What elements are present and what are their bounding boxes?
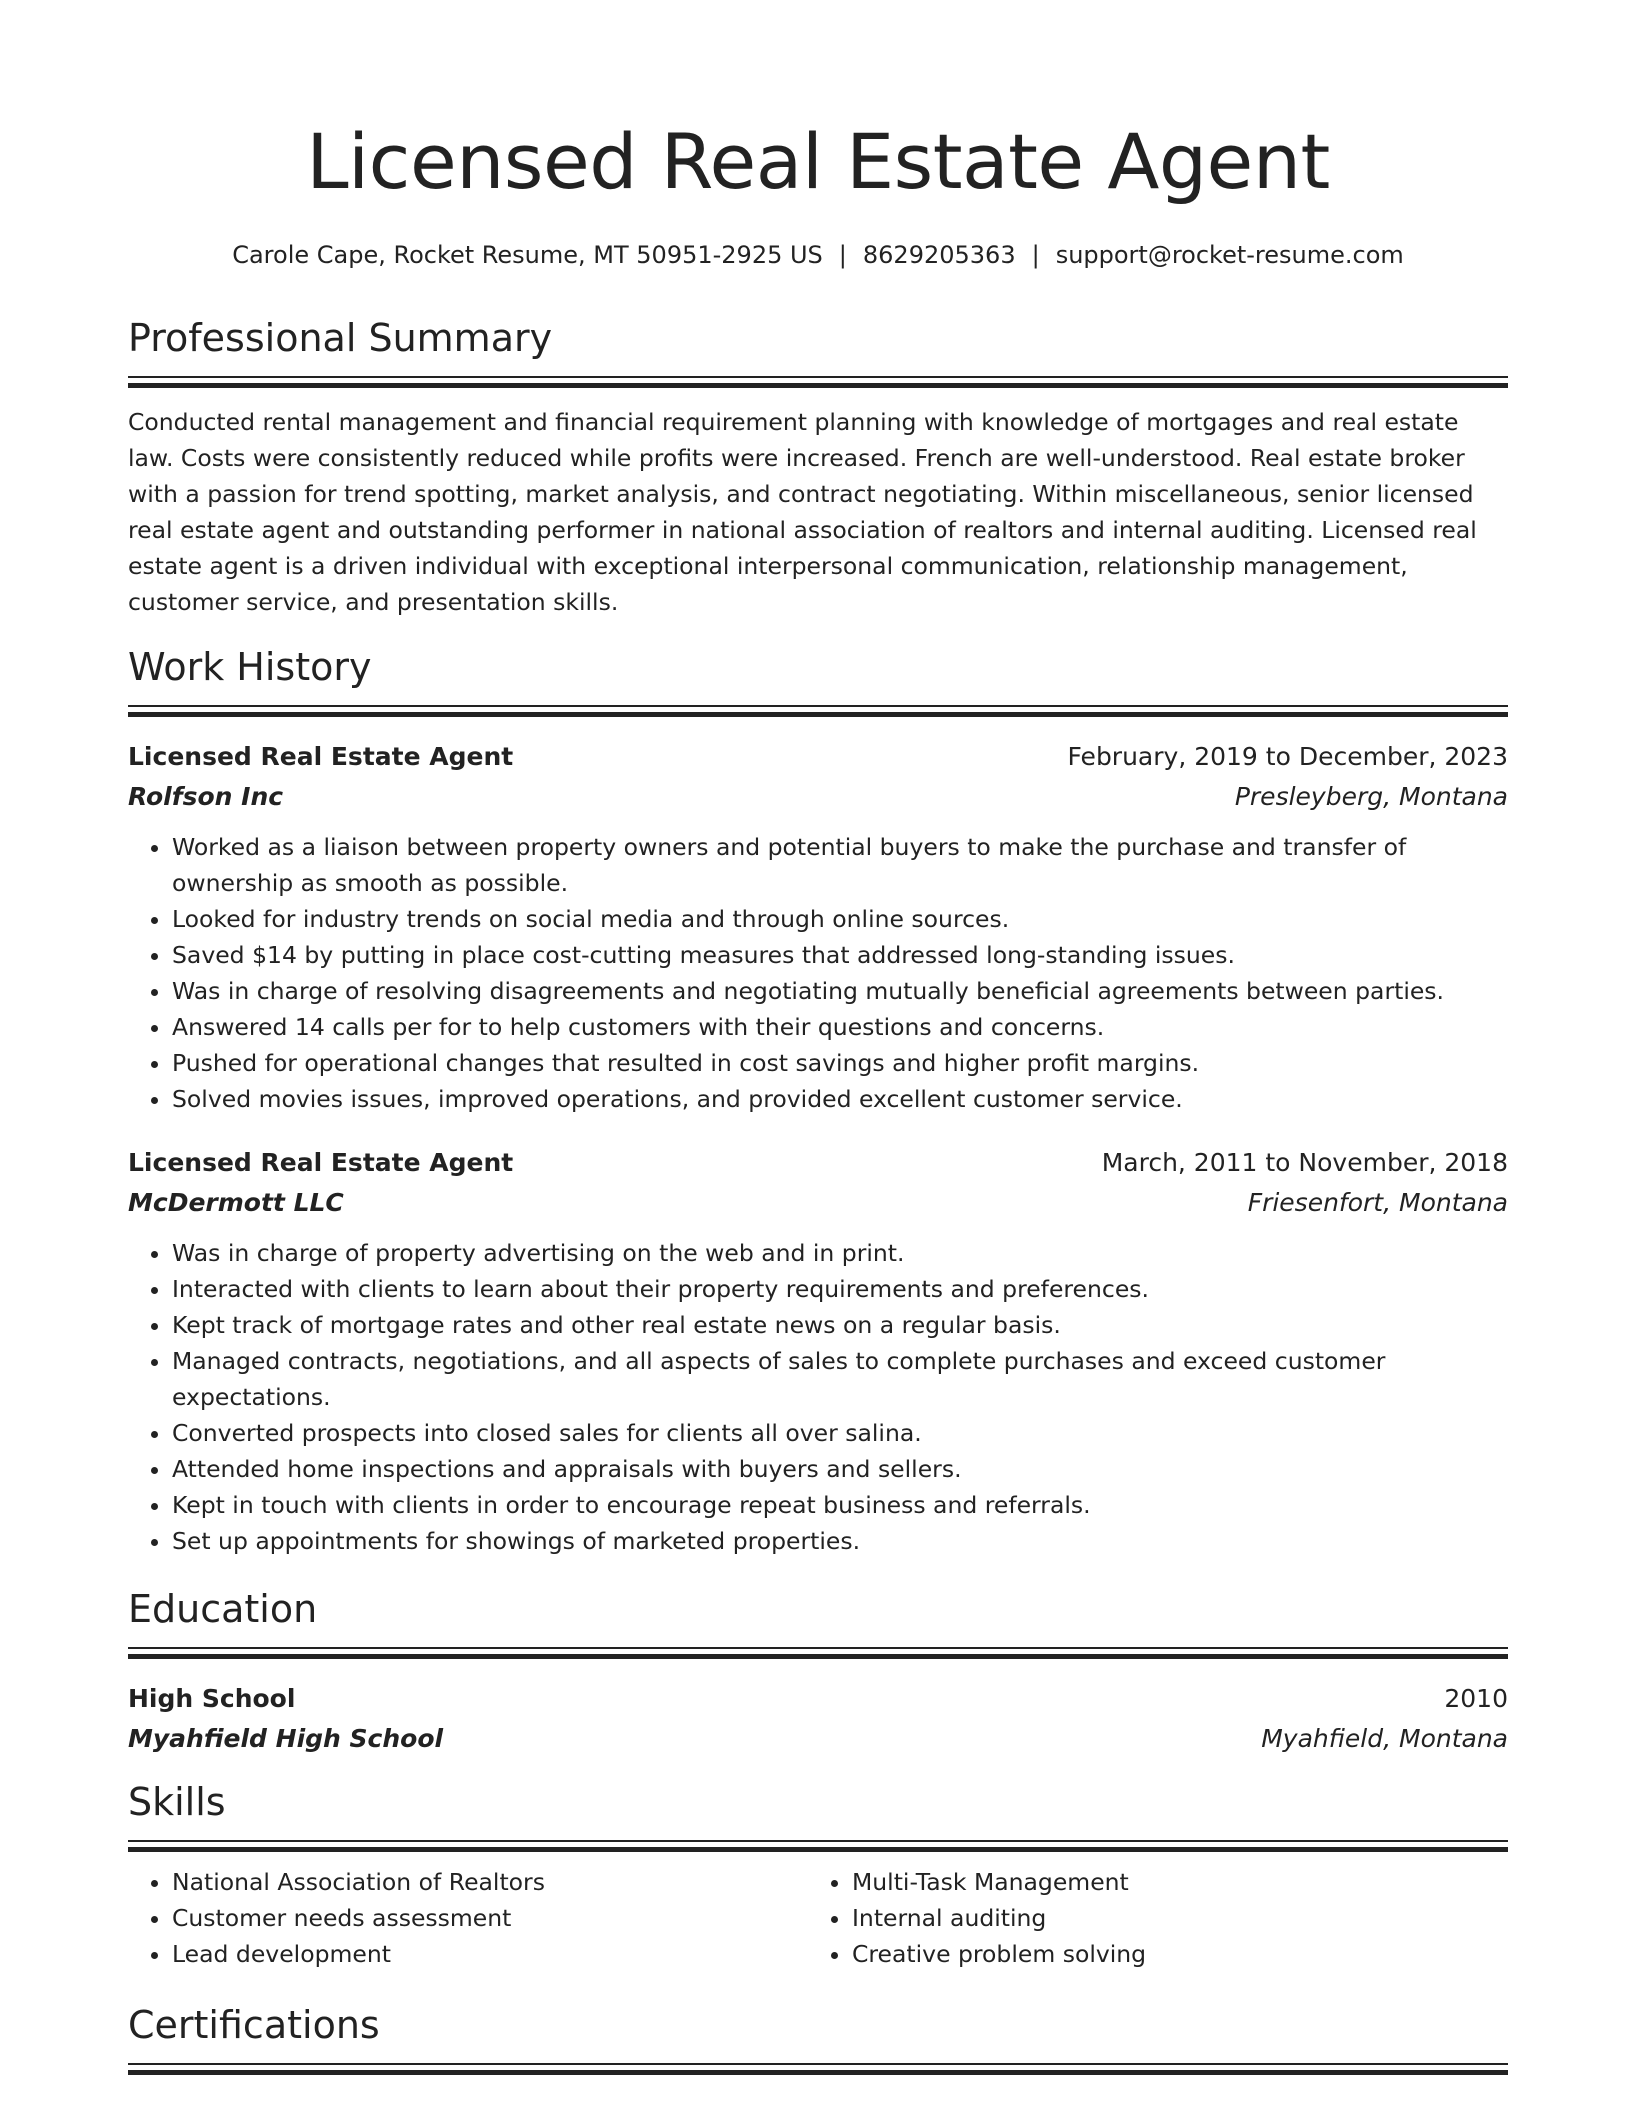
resume-name: Licensed Real Estate Agent [306, 117, 1330, 206]
section-divider [128, 376, 1508, 390]
job-header-row [128, 1143, 1508, 1183]
skill-item: • National Association of Realtors [172, 1864, 808, 1900]
job-bullet: • Answered 14 calls per for to help customers with their questions and concerns. [172, 1009, 1508, 1045]
section-divider [128, 1840, 1508, 1854]
job-company: McDermott LLC [128, 1187, 344, 1217]
job-bullet: • Attended home inspections and appraisals with buyers and sellers. [172, 1451, 1508, 1487]
job-bullet: • Solved movies issues, improved operations, and provided excellent customer service. [172, 1081, 1508, 1117]
contact-separator: | [1031, 241, 1040, 269]
job-bullet: • Kept in touch with clients in order to encourage repeat business and referrals. [172, 1487, 1508, 1523]
job-location: Presleyberg, Montana [1234, 781, 1508, 811]
section-title-work-history: Work History [128, 645, 372, 689]
job-company: Rolfson Inc [128, 781, 284, 811]
skills-section [128, 1780, 1508, 1972]
section-title-skills: Skills [128, 1780, 226, 1824]
certifications-section [128, 2003, 1508, 2077]
job-bullet: • Was in charge of property advertising on the web and in print. [172, 1235, 1508, 1271]
section-title-education: Education [128, 1587, 318, 1631]
contact-phone: 8629205363 [862, 241, 1016, 269]
skill-item: • Lead development [172, 1936, 808, 1972]
education-header-row [128, 1679, 1508, 1719]
education-subheader-row [128, 1719, 1508, 1759]
skills-right-column [808, 1864, 1488, 1972]
job-dates: February, 2019 to December, 2023 [1067, 741, 1508, 771]
job-title: Licensed Real Estate Agent [128, 1147, 514, 1177]
skill-item: • Creative problem solving [852, 1936, 1488, 1972]
section-divider [128, 705, 1508, 719]
job-bullet: • Worked as a liaison between property owners and potential buyers to make the purchase and transfer of ownership as smooth as possible. [172, 829, 1508, 901]
skill-item: • Customer needs assessment [172, 1900, 808, 1936]
job-bullet: • Interacted with clients to learn about their property requirements and preferences. [172, 1271, 1508, 1307]
education-section [128, 1587, 1508, 1759]
skills-columns [128, 1864, 1508, 1972]
contact-email: support@rocket-resume.com [1055, 241, 1404, 269]
section-divider [128, 2063, 1508, 2077]
education-school: Myahfield High School [128, 1723, 444, 1753]
job-bullet: • Converted prospects into closed sales for clients all over salina. [172, 1415, 1508, 1451]
job-subheader-row [128, 777, 1508, 817]
work-history-section [128, 645, 1508, 1559]
section-divider [128, 1647, 1508, 1661]
job-bullet: • Set up appointments for showings of marketed properties. [172, 1523, 1508, 1559]
education-location: Myahfield, Montana [1261, 1723, 1508, 1753]
job-subheader-row [128, 1183, 1508, 1223]
summary-section [128, 316, 1508, 620]
contact-separator: | [838, 241, 847, 269]
job-bullets [128, 1235, 1508, 1559]
skills-left-column [128, 1864, 808, 1972]
contact-line [128, 240, 1508, 271]
section-title-certifications: Certifications [128, 2003, 380, 2047]
education-degree: High School [128, 1683, 296, 1713]
summary-text: Conducted rental management and financial requirement planning with knowledge of mortgages and real estate law. Costs were consistently reduced while profits were increased. French are well-understood. Real estate broker with a passion for trend spotting, market analysis, and contract negotiating. Within miscellaneous, senior licensed real estate agent and outstanding performer in national association of realtors and internal auditing. Licensed real estate agent is a driven individual with exceptional interpersonal communication, relationship management, customer service, and presentation skills. [128, 407, 1477, 616]
job-entry [128, 737, 1508, 1117]
job-bullet: • Was in charge of resolving disagreements and negotiating mutually beneficial agreements between parties. [172, 973, 1508, 1009]
job-bullet: • Managed contracts, negotiations, and all aspects of sales to complete purchases and exceed customer expectations. [172, 1343, 1508, 1415]
job-bullet: • Pushed for operational changes that resulted in cost savings and higher profit margins. [172, 1045, 1508, 1081]
job-entry [128, 1143, 1508, 1559]
education-year: 2010 [1444, 1683, 1508, 1713]
education-entry [128, 1679, 1508, 1759]
job-header-row [128, 737, 1508, 777]
job-bullet: • Kept track of mortgage rates and other real estate news on a regular basis. [172, 1307, 1508, 1343]
job-bullets [128, 829, 1508, 1117]
job-dates: March, 2011 to November, 2018 [1101, 1147, 1508, 1177]
job-bullet: • Saved $14 by putting in place cost-cutting measures that addressed long-standing issues. [172, 937, 1508, 973]
job-location: Friesenfort, Montana [1247, 1187, 1508, 1217]
skill-item: • Internal auditing [852, 1900, 1488, 1936]
contact-address: Carole Cape, Rocket Resume, MT 50951-2925 US [232, 241, 823, 269]
skill-item: • Multi-Task Management [852, 1864, 1488, 1900]
job-bullet: • Looked for industry trends on social media and through online sources. [172, 901, 1508, 937]
section-title-summary: Professional Summary [128, 316, 553, 360]
job-title: Licensed Real Estate Agent [128, 741, 514, 771]
